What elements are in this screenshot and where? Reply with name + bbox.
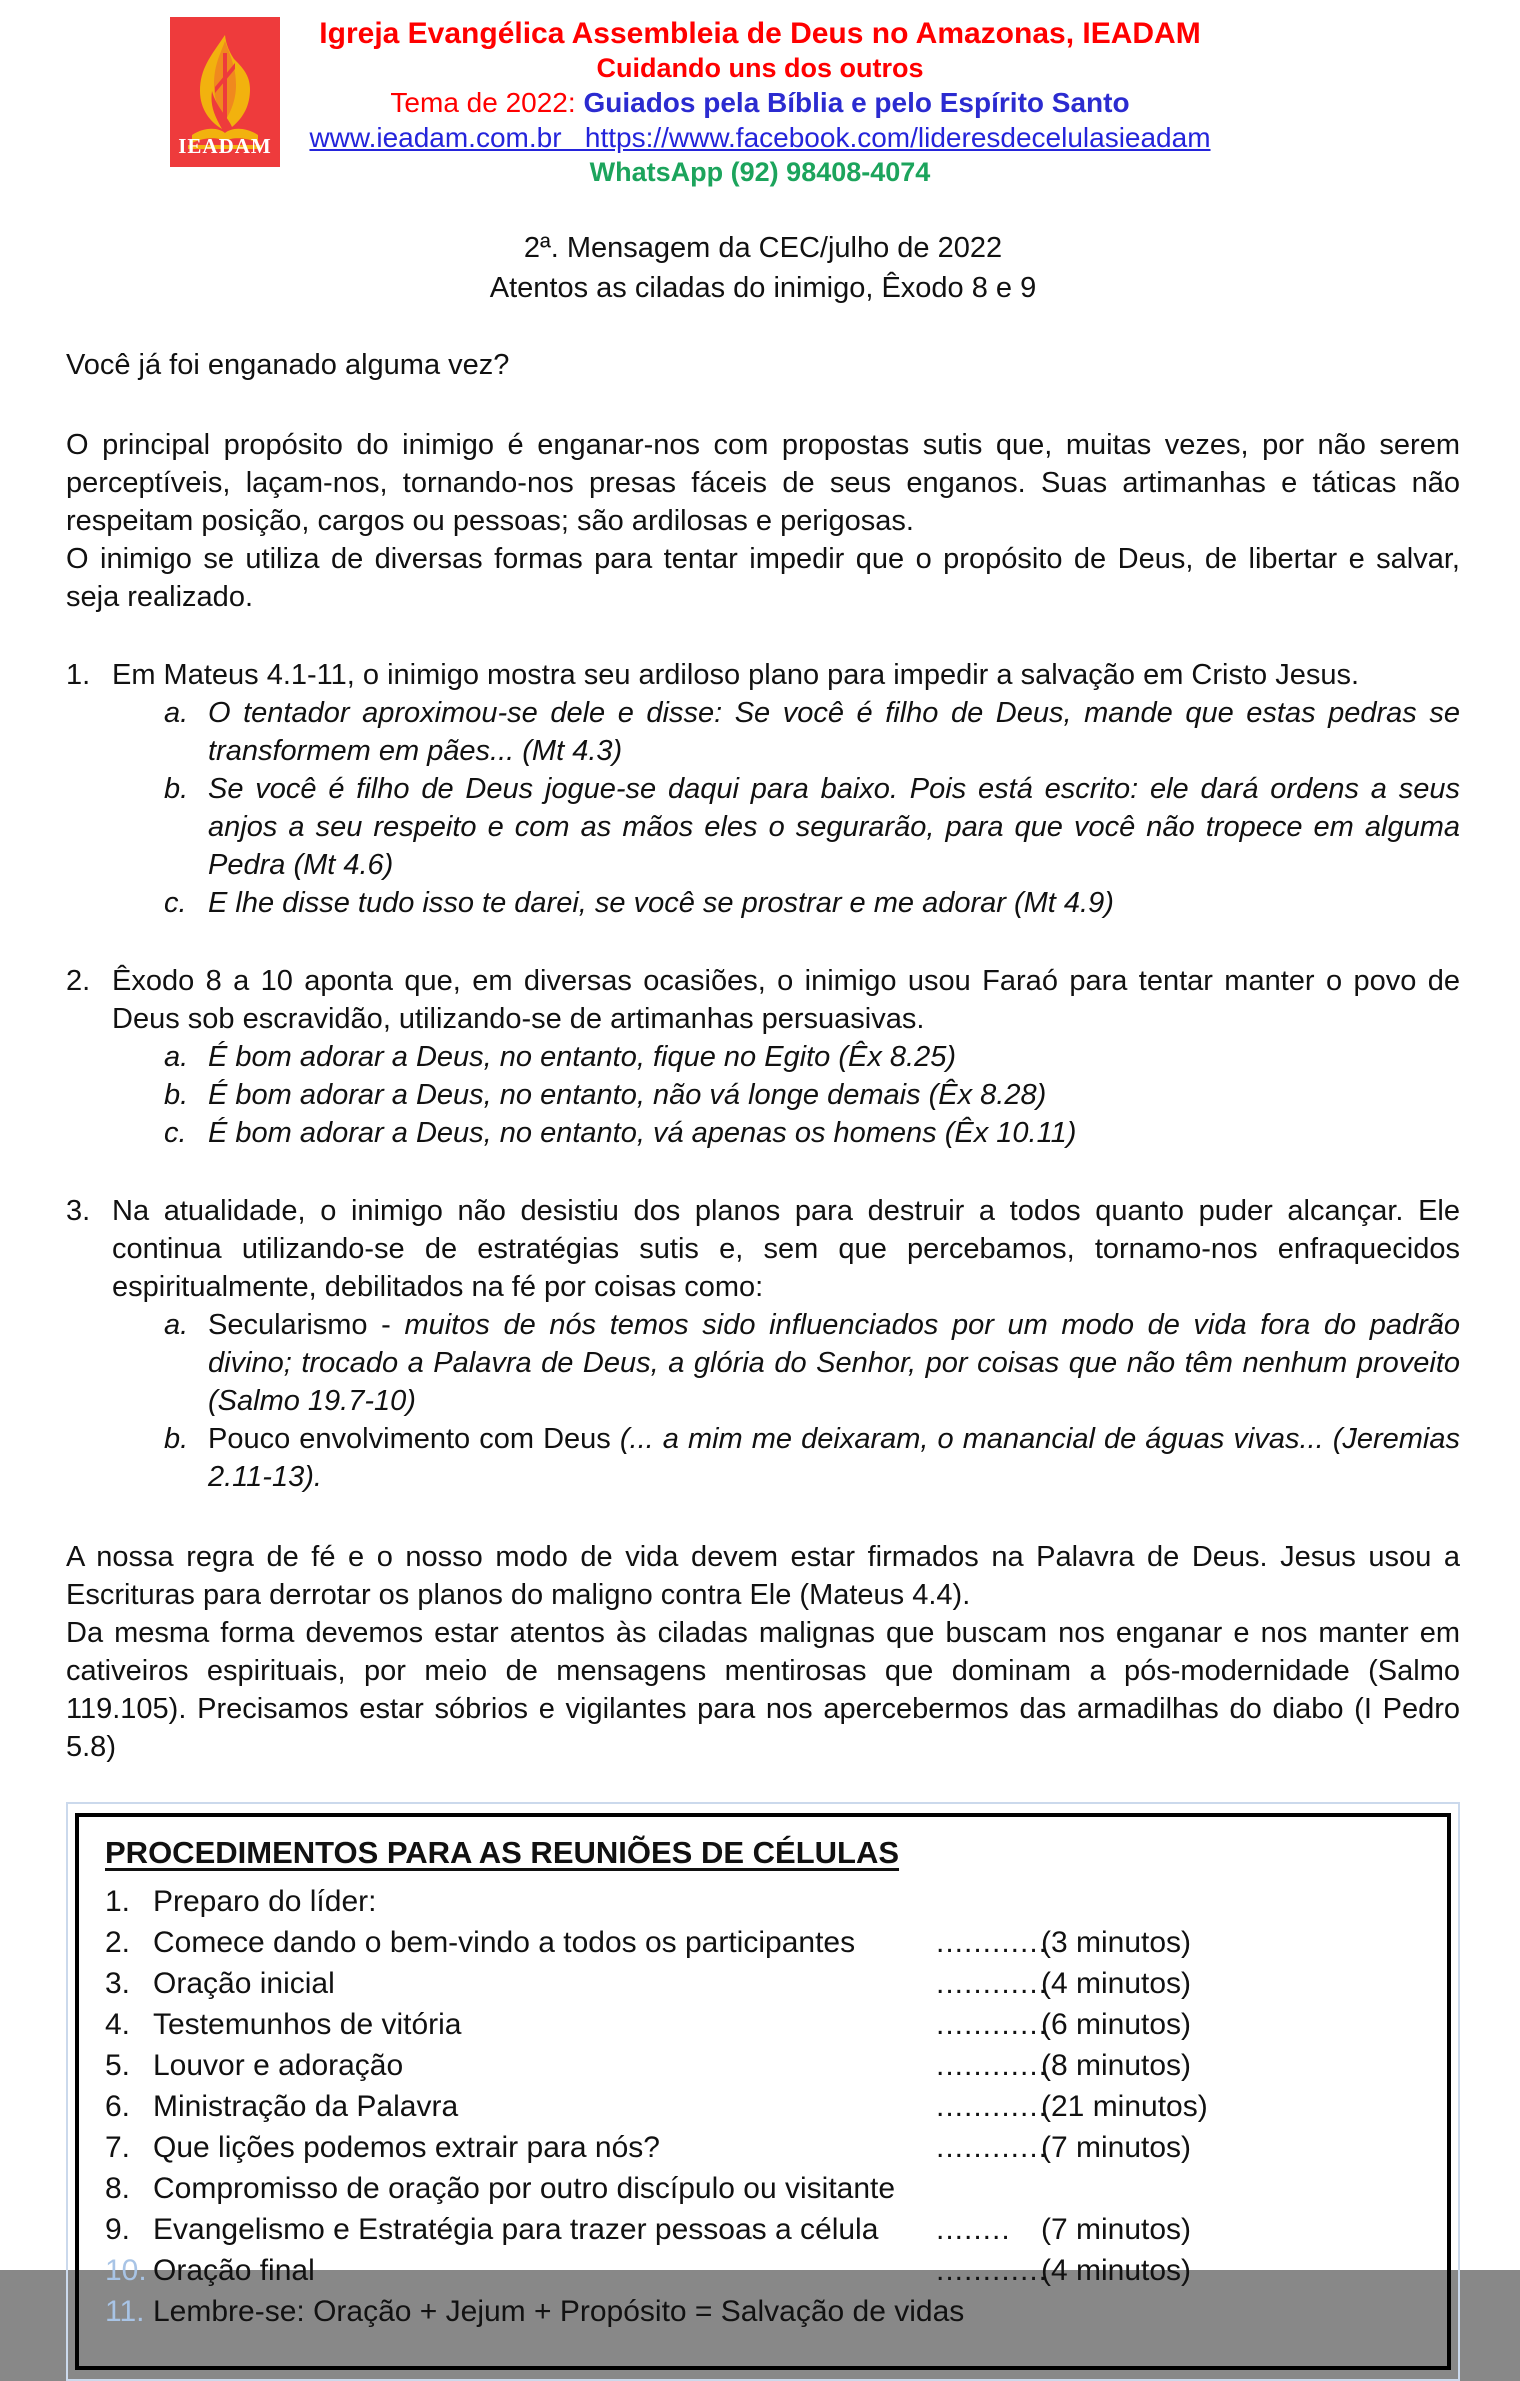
procedure-minutes: (8 minutos)	[1041, 2049, 1192, 2082]
procedure-text: Evangelismo e Estratégia para trazer pessoas a célula	[153, 2213, 879, 2246]
sub-item-lead: Pouco envolvimento com Deus	[208, 1423, 620, 1455]
quote-text: Se você é filho de Deus jogue-se daqui para baixo. Pois está escrito: ele dará ordens a seus anjos a seu respeito e com as mãos eles o segurarão, para que você não tropece em alguma Pedra (Mt 4.6)	[208, 773, 1460, 881]
procedures-box	[75, 1813, 1451, 2370]
list-item	[66, 1192, 1460, 1496]
theme-text: Guiados pela Bíblia e pelo Espírito Santo	[583, 87, 1130, 118]
procedure-minutes: (4 minutos)	[1041, 2254, 1192, 2287]
sub-list-item	[164, 1420, 1460, 1496]
procedure-minutes: (21 minutos)	[1041, 2090, 1208, 2123]
website-facebook-links[interactable]: www.ieadam.com.br https://www.facebook.com/lideresdecelulasieadam	[309, 122, 1211, 153]
procedure-text: Compromisso de oração por outro discípulo ou visitante	[153, 2172, 896, 2205]
procedure-row	[105, 1922, 1421, 1963]
procedure-text: Lembre-se: Oração + Jejum + Propósito = Salvação de vidas	[153, 2295, 965, 2328]
list-item-text: Na atualidade, o inimigo não desistiu dos planos para destruir a todos quanto puder alcançar. Ele continua utilizando-se de estratégias sutis e, sem que percebamos, tornamo-nos enfraquecidos espiritualmente, debilitados na fé por coisas como:	[112, 1195, 1460, 1303]
sub-list-item	[164, 770, 1460, 884]
procedures-title: PROCEDIMENTOS PARA AS REUNIÕES DE CÉLULAS	[105, 1835, 900, 1870]
procedures-outer-frame	[66, 1802, 1460, 2381]
sub-list-marker: b.	[164, 1079, 189, 1111]
procedure-number: 5.	[105, 2049, 131, 2082]
procedure-row	[105, 2086, 1421, 2127]
procedure-text: Oração final	[153, 2254, 315, 2287]
list-marker: 1.	[66, 659, 91, 691]
list-item-text: Em Mateus 4.1-11, o inimigo mostra seu ardiloso plano para impedir a salvação em Cristo Jesus.	[112, 659, 1360, 691]
list-item-text: Êxodo 8 a 10 aponta que, em diversas ocasiões, o inimigo usou Faraó para tentar manter o povo de Deus sob escravidão, utilizando-se de artimanhas persuasivas.	[112, 965, 1460, 1035]
sub-list-item	[164, 1306, 1460, 1420]
procedure-minutes: (6 minutos)	[1041, 2008, 1192, 2041]
dot-leader: ............	[936, 2049, 1049, 2082]
procedure-number: 6.	[105, 2090, 131, 2123]
procedure-minutes: (3 minutos)	[1041, 1926, 1192, 1959]
dot-leader: ............	[936, 2090, 1049, 2123]
sub-list-marker: b.	[164, 773, 189, 805]
sub-list-marker: c.	[164, 1117, 187, 1149]
procedure-row	[105, 1963, 1421, 2004]
logo-label: IEADAM	[178, 134, 272, 158]
intro-paragraphs	[66, 426, 1460, 616]
procedure-number: 2.	[105, 1926, 131, 1959]
intro-paragraph-2: O inimigo se utiliza de diversas formas para tentar impedir que o propósito de Deus, de libertar e salvar, seja realizado.	[66, 543, 1460, 613]
procedure-row	[105, 2127, 1421, 2168]
quote-text: E lhe disse tudo isso te darei, se você se prostrar e me adorar (Mt 4.9)	[208, 887, 1114, 919]
sub-list-item	[164, 694, 1460, 770]
org-name: Igreja Evangélica Assembleia de Deus no Amazonas, IEADAM	[319, 17, 1201, 50]
org-slogan: Cuidando uns dos outros	[596, 53, 924, 83]
procedure-row	[105, 2045, 1421, 2086]
procedure-number: 11.	[105, 2295, 145, 2328]
procedure-number: 7.	[105, 2131, 131, 2164]
procedure-minutes: (7 minutos)	[1041, 2131, 1192, 2164]
dot-leader: ............	[936, 2254, 1049, 2287]
dot-leader: ............	[936, 2131, 1049, 2164]
procedure-number: 4.	[105, 2008, 131, 2041]
sub-list-marker: a.	[164, 1309, 189, 1341]
opening-question: Você já foi enganado alguma vez?	[66, 349, 510, 381]
dot-leader: ........	[936, 2213, 1011, 2246]
procedure-number: 3.	[105, 1967, 131, 2000]
sub-list-marker: a.	[164, 697, 189, 729]
procedure-minutes: (4 minutos)	[1041, 1967, 1192, 2000]
list-marker: 3.	[66, 1195, 91, 1227]
theme-label: Tema de 2022:	[390, 87, 576, 118]
procedure-row	[105, 2291, 1421, 2332]
sub-list-item	[164, 1114, 1460, 1152]
procedure-number: 9.	[105, 2213, 131, 2246]
closing-paragraph-1: A nossa regra de fé e o nosso modo de vida devem estar firmados na Palavra de Deus. Jesus usou a Escrituras para derrotar os planos do maligno contra Ele (Mateus 4.4).	[66, 1541, 1460, 1611]
list-marker: 2.	[66, 965, 91, 997]
procedure-minutes: (7 minutos)	[1041, 2213, 1192, 2246]
quote-text: É bom adorar a Deus, no entanto, não vá longe demais (Êx 8.28)	[208, 1079, 1047, 1111]
message-title-line2: Atentos as ciladas do inimigo, Êxodo 8 e 9	[489, 272, 1037, 304]
list-item	[66, 962, 1460, 1152]
dot-leader: ............	[936, 1926, 1049, 1959]
procedure-text: Louvor e adoração	[153, 2049, 404, 2082]
procedure-text: Comece dando o bem-vindo a todos os participantes	[153, 1926, 856, 1959]
procedure-text: Oração inicial	[153, 1967, 335, 2000]
list-item	[66, 656, 1460, 922]
closing-paragraph-2: Da mesma forma devemos estar atentos às ciladas malignas que buscam nos enganar e nos manter em cativeiros espirituais, por meio de mensagens mentirosas que dominam a pós-modernidade (Salmo 119.105). Precisamos estar sóbrios e vigilantes para nos apercebermos das armadilhas do diabo (I Pedro 5.8)	[66, 1617, 1460, 1763]
letterhead	[0, 0, 1520, 196]
procedure-text: Que lições podemos extrair para nós?	[153, 2131, 660, 2164]
procedure-number: 1.	[105, 1885, 131, 1918]
procedure-text: Preparo do líder:	[153, 1885, 377, 1918]
procedure-row	[105, 2004, 1421, 2045]
message-title	[66, 228, 1460, 308]
procedure-text: Testemunhos de vitória	[153, 2008, 462, 2041]
procedure-text: Ministração da Palavra	[153, 2090, 459, 2123]
quote-text: (... a mim me deixaram, o manancial de águas vivas... (Jeremias 2.11-13).	[208, 1423, 1460, 1493]
sub-list-marker: b.	[164, 1423, 189, 1455]
quote-text: muitos de nós temos sido influenciados por um modo de vida fora do padrão divino; trocado a Palavra de Deus, a glória do Senhor, por coisas que não têm nenhum proveito (Salmo 19.7-10)	[208, 1309, 1460, 1417]
document-body	[0, 228, 1520, 2381]
procedure-number: 10.	[105, 2254, 147, 2287]
quote-text: É bom adorar a Deus, no entanto, vá apenas os homens (Êx 10.11)	[208, 1117, 1077, 1149]
quote-text: É bom adorar a Deus, no entanto, fique no Egito (Êx 8.25)	[208, 1041, 957, 1073]
intro-paragraph-1: O principal propósito do inimigo é enganar-nos com propostas sutis que, muitas vezes, por não serem perceptíveis, laçam-nos, tornando-nos presas fáceis de seus enganos. Suas artimanhas e táticas não respeitam posição, cargos ou pessoas; são ardilosas e perigosas.	[66, 429, 1460, 537]
sub-list-marker: c.	[164, 887, 187, 919]
procedure-row	[105, 2168, 1421, 2209]
closing-paragraphs	[66, 1538, 1460, 1766]
procedure-number: 8.	[105, 2172, 131, 2205]
sub-list-item	[164, 1038, 1460, 1076]
procedure-row	[105, 1881, 1421, 1922]
dot-leader: ............	[936, 1967, 1049, 2000]
procedure-row	[105, 2250, 1421, 2291]
sub-list-item	[164, 1076, 1460, 1114]
sub-list-item	[164, 884, 1460, 922]
quote-text: O tentador aproximou-se dele e disse: Se você é filho de Deus, mande que estas pedras se transformem em pães... (Mt 4.3)	[208, 697, 1460, 767]
dot-leader: ............	[936, 2008, 1049, 2041]
ieadam-logo	[170, 17, 280, 167]
message-title-line1: 2ª. Mensagem da CEC/julho de 2022	[523, 232, 1003, 264]
whatsapp-number: WhatsApp (92) 98408-4074	[589, 157, 931, 187]
procedure-row	[105, 2209, 1421, 2250]
sub-item-lead: Secularismo -	[208, 1309, 405, 1341]
sub-list-marker: a.	[164, 1041, 189, 1073]
